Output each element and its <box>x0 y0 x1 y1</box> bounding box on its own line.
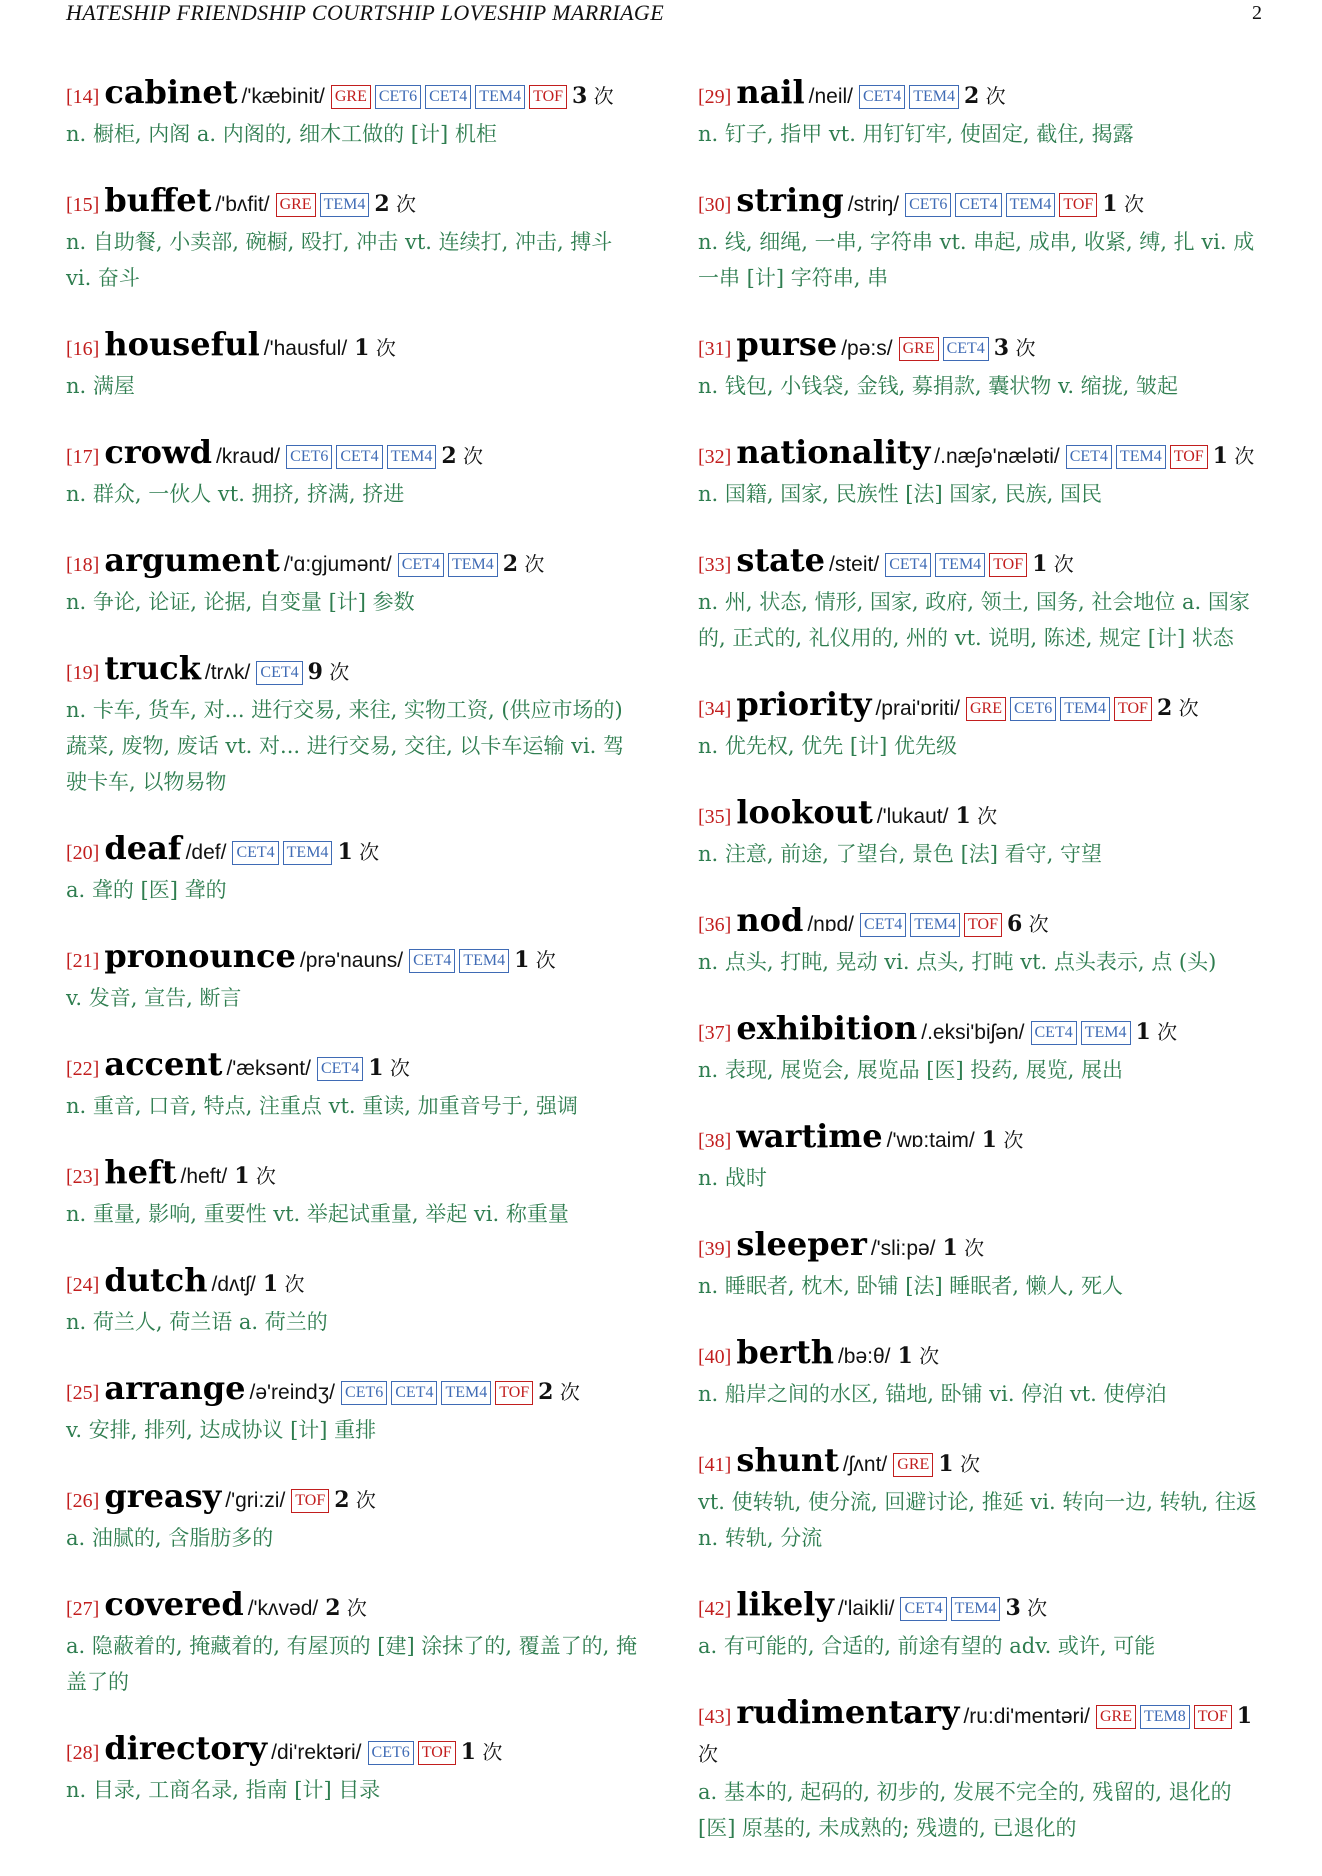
exam-tag: GRE <box>1096 1705 1136 1729</box>
headword: berth <box>736 1333 834 1371</box>
entry-headline <box>698 182 1273 224</box>
vocab-entry <box>698 182 1273 296</box>
headword: sleeper <box>736 1225 867 1263</box>
vocab-entry <box>66 1370 641 1448</box>
exam-tag: TOF <box>1114 697 1152 721</box>
definition: a. 聋的 [医] 聋的 <box>66 878 227 902</box>
headword: greasy <box>104 1477 222 1515</box>
exam-tag: TEM4 <box>283 841 333 865</box>
entry-headline <box>66 938 641 980</box>
exam-tag: CET4 <box>232 841 278 865</box>
vocab-entry <box>66 938 641 1016</box>
entry-number: [41] <box>698 1454 732 1476</box>
pronunciation: /nɒd/ <box>807 913 855 936</box>
entry-headline <box>698 74 1273 116</box>
pronunciation: /kraud/ <box>215 445 281 468</box>
frequency-count: 1 次 <box>337 839 380 865</box>
vocab-entry <box>66 1730 641 1808</box>
headword: state <box>736 541 825 579</box>
frequency-count: 1 次 <box>514 947 556 973</box>
entry-headline <box>698 1010 1273 1052</box>
pronunciation: /trʌk/ <box>204 661 251 684</box>
exam-tag: TEM4 <box>951 1597 1001 1621</box>
entry-headline <box>698 902 1273 944</box>
vocab-entry <box>66 74 641 152</box>
entry-headline <box>66 434 641 476</box>
column-right <box>698 74 1273 1876</box>
entry-headline <box>66 1730 641 1772</box>
exam-tag: TOF <box>1170 445 1208 469</box>
vocab-entry <box>698 74 1273 152</box>
exam-tag: TOF <box>964 913 1002 937</box>
headword: rudimentary <box>736 1693 960 1731</box>
definition: n. 自助餐, 小卖部, 碗橱, 殴打, 冲击 vt. 连续打, 冲击, 搏斗 vi. 奋斗 <box>66 230 613 290</box>
entry-headline <box>698 1694 1273 1774</box>
pronunciation: /neil/ <box>808 85 853 108</box>
definition: n. 钱包, 小钱袋, 金钱, 募捐款, 囊状物 v. 缩拢, 皱起 <box>698 374 1179 398</box>
definition: n. 州, 状态, 情形, 国家, 政府, 领土, 国务, 社会地位 a. 国家的, 正式的, 礼仪用的, 州的 vt. 说明, 陈述, 规定 [计] 状态 <box>698 590 1250 650</box>
exam-tag: TEM4 <box>1081 1021 1131 1045</box>
headword: deaf <box>104 829 182 867</box>
frequency-count: 3 次 <box>993 335 1036 361</box>
pronunciation: /'æksənt/ <box>226 1057 311 1080</box>
entry-headline <box>698 1586 1273 1628</box>
headword: arrange <box>104 1369 246 1407</box>
exam-tag: CET4 <box>900 1597 946 1621</box>
headword: cabinet <box>104 73 238 111</box>
definition: n. 群众, 一伙人 vt. 拥挤, 挤满, 挤进 <box>66 482 405 506</box>
frequency-count: 2 次 <box>325 1595 367 1621</box>
entry-headline <box>66 542 641 584</box>
entry-number: [34] <box>698 698 732 720</box>
definition: n. 国籍, 国家, 民族性 [法] 国家, 民族, 国民 <box>698 482 1103 506</box>
pronunciation: /ə'reindʒ/ <box>249 1381 336 1404</box>
vocab-entry <box>66 1154 641 1232</box>
entry-headline <box>698 1334 1273 1376</box>
exam-tag: CET4 <box>425 85 471 109</box>
headword: exhibition <box>736 1009 918 1047</box>
exam-tag: GRE <box>331 85 371 109</box>
pronunciation: /di'rektəri/ <box>271 1741 362 1764</box>
pronunciation: /'bʌfit/ <box>215 193 270 216</box>
pronunciation: /ʃʌnt/ <box>842 1453 888 1476</box>
exam-tag: TEM4 <box>909 85 959 109</box>
definition: n. 点头, 打盹, 晃动 vi. 点头, 打盹 vt. 点头表示, 点 (头) <box>698 950 1217 974</box>
vocab-entry <box>698 1334 1273 1412</box>
running-head-title: HATESHIP FRIENDSHIP COURTSHIP LOVESHIP MARRIAGE <box>66 0 665 25</box>
pronunciation: /'ɑ:gjumənt/ <box>283 553 392 576</box>
frequency-count: 1 次 <box>942 1235 985 1261</box>
entry-number: [30] <box>698 194 732 216</box>
frequency-count: 1 次 <box>955 803 998 829</box>
vocab-entry <box>66 650 641 800</box>
headword: directory <box>104 1729 268 1767</box>
pronunciation: /prai'ɒriti/ <box>875 697 960 720</box>
headword: shunt <box>736 1441 839 1479</box>
vocab-entry <box>66 1586 641 1700</box>
pronunciation: /prə'nauns/ <box>299 949 404 972</box>
entry-number: [33] <box>698 554 732 576</box>
headword: nationality <box>736 433 931 471</box>
entry-headline <box>66 74 641 116</box>
exam-tag: TEM4 <box>459 949 509 973</box>
exam-tag: TEM4 <box>475 85 525 109</box>
entry-number: [27] <box>66 1598 100 1620</box>
headword: covered <box>104 1585 244 1623</box>
exam-tag: CET4 <box>409 949 455 973</box>
entry-number: [15] <box>66 194 100 216</box>
exam-tag: CET6 <box>341 1381 387 1405</box>
headword: wartime <box>736 1117 883 1155</box>
vocab-entry <box>66 326 641 404</box>
exam-tag: TOF <box>418 1741 456 1765</box>
vocab-entry <box>698 794 1273 872</box>
definition: n. 注意, 前途, 了望台, 景色 [法] 看守, 守望 <box>698 842 1103 866</box>
pronunciation: /dʌtʃ/ <box>211 1273 256 1296</box>
entry-number: [28] <box>66 1742 100 1764</box>
headword: crowd <box>104 433 212 471</box>
definition: n. 线, 细绳, 一串, 字符串 vt. 串起, 成串, 收紧, 缚, 扎 vi. 成一串 [计] 字符串, 串 <box>698 230 1255 290</box>
definition: v. 发音, 宣告, 断言 <box>66 986 242 1010</box>
exam-tag: TEM4 <box>935 553 985 577</box>
headword: pronounce <box>104 937 296 975</box>
exam-tag: CET6 <box>375 85 421 109</box>
entry-number: [32] <box>698 446 732 468</box>
entry-number: [17] <box>66 446 100 468</box>
exam-tag: GRE <box>893 1453 933 1477</box>
frequency-count: 1 次 <box>1212 443 1255 469</box>
vocab-entry <box>698 686 1273 764</box>
entry-headline <box>698 794 1273 836</box>
entry-number: [31] <box>698 338 732 360</box>
exam-tag: CET6 <box>1010 697 1056 721</box>
vocab-entry <box>66 182 641 296</box>
definition: n. 橱柜, 内阁 a. 内阁的, 细木工做的 [计] 机柜 <box>66 122 497 146</box>
frequency-count: 1 次 <box>354 335 396 361</box>
frequency-count: 1 次 <box>460 1739 503 1765</box>
exam-tag: CET4 <box>955 193 1001 217</box>
pronunciation: /'kʌvəd/ <box>247 1597 319 1620</box>
definition: n. 睡眠者, 枕木, 卧铺 [法] 睡眠者, 懒人, 死人 <box>698 1274 1124 1298</box>
exam-tag: GRE <box>276 193 316 217</box>
headword: heft <box>104 1153 177 1191</box>
definition: v. 安排, 排列, 达成协议 [计] 重排 <box>66 1418 377 1442</box>
vocab-entry <box>698 1586 1273 1664</box>
exam-tag: TOF <box>989 553 1027 577</box>
entry-headline <box>698 686 1273 728</box>
frequency-count: 6 次 <box>1006 911 1049 937</box>
vocab-entry <box>66 830 641 908</box>
vocab-entry <box>698 1442 1273 1556</box>
definition: n. 钉子, 指甲 vt. 用钉钉牢, 使固定, 截住, 揭露 <box>698 122 1134 146</box>
frequency-count: 1 次 <box>938 1451 980 1477</box>
exam-tag: TEM4 <box>910 913 960 937</box>
definition: a. 有可能的, 合适的, 前途有望的 adv. 或许, 可能 <box>698 1634 1156 1658</box>
entry-headline <box>66 650 641 692</box>
frequency-count: 1 次 <box>234 1163 276 1189</box>
exam-tag: TEM4 <box>320 193 370 217</box>
exam-tag: CET4 <box>336 445 382 469</box>
entry-headline <box>66 1478 641 1520</box>
exam-tag: TOF <box>1194 1705 1232 1729</box>
entry-number: [36] <box>698 914 732 936</box>
frequency-count: 1 次 <box>262 1271 305 1297</box>
entry-number: [19] <box>66 662 100 684</box>
entry-number: [39] <box>698 1238 732 1260</box>
exam-tag: TEM4 <box>387 445 437 469</box>
entry-headline <box>698 1118 1273 1160</box>
exam-tag: TEM4 <box>1006 193 1056 217</box>
pronunciation: /'lukaut/ <box>876 805 949 828</box>
entry-number: [18] <box>66 554 100 576</box>
vocab-entry <box>698 1226 1273 1304</box>
frequency-count: 2 次 <box>374 191 417 217</box>
exam-tag: TEM4 <box>448 553 498 577</box>
headword: accent <box>104 1045 223 1083</box>
entry-number: [24] <box>66 1274 100 1296</box>
exam-tag: CET4 <box>317 1057 363 1081</box>
vocab-entry <box>66 1262 641 1340</box>
pronunciation: /heft/ <box>180 1165 228 1188</box>
entry-headline <box>66 1262 641 1304</box>
vocab-entry <box>66 1478 641 1556</box>
entry-headline <box>698 1226 1273 1268</box>
definition: n. 满屋 <box>66 374 135 398</box>
vocab-entry <box>66 1046 641 1124</box>
definition: n. 船岸之间的水区, 锚地, 卧铺 vi. 停泊 vt. 使停泊 <box>698 1382 1167 1406</box>
definition: n. 战时 <box>698 1166 767 1190</box>
pronunciation: /.næʃə'næləti/ <box>934 445 1060 468</box>
vocab-entry <box>66 542 641 620</box>
frequency-count: 1 次 <box>981 1127 1024 1153</box>
exam-tag: CET4 <box>1031 1021 1077 1045</box>
entry-number: [20] <box>66 842 100 864</box>
entry-number: [37] <box>698 1022 732 1044</box>
frequency-count: 1 次 <box>368 1055 410 1081</box>
exam-tag: CET4 <box>943 337 989 361</box>
definition: n. 重音, 口音, 特点, 注重点 vt. 重读, 加重音号于, 强调 <box>66 1094 578 1118</box>
frequency-count: 1 次 <box>1102 191 1144 217</box>
vocab-entry <box>66 434 641 512</box>
headword: buffet <box>104 181 212 219</box>
pronunciation: /steit/ <box>829 553 880 576</box>
pronunciation: /'wɒ:taim/ <box>886 1129 975 1152</box>
pronunciation: /pə:s/ <box>841 337 893 360</box>
headword: purse <box>736 325 838 363</box>
pronunciation: /'laikli/ <box>837 1597 895 1620</box>
definition: vt. 使转轨, 使分流, 回避讨论, 推延 vi. 转向一边, 转轨, 往返 n. 转轨, 分流 <box>698 1490 1258 1550</box>
vocab-entry <box>698 326 1273 404</box>
vocab-entry <box>698 1010 1273 1088</box>
exam-tag: TEM8 <box>1140 1705 1190 1729</box>
exam-tag: CET4 <box>885 553 931 577</box>
vocab-entry <box>698 1694 1273 1846</box>
vocab-entry <box>698 542 1273 656</box>
definition: n. 重量, 影响, 重要性 vt. 举起试重量, 举起 vi. 称重量 <box>66 1202 569 1226</box>
frequency-count: 2 次 <box>1156 695 1199 721</box>
entry-headline <box>698 542 1273 584</box>
pronunciation: /'gri:zi/ <box>225 1489 286 1512</box>
exam-tag: TOF <box>291 1489 329 1513</box>
pronunciation: /'sli:pə/ <box>870 1237 936 1260</box>
headword: houseful <box>104 325 260 363</box>
entry-headline <box>698 1442 1273 1484</box>
pronunciation: /bə:θ/ <box>837 1345 891 1368</box>
exam-tag: CET4 <box>256 661 302 685</box>
exam-tag: TOF <box>529 85 567 109</box>
entry-number: [42] <box>698 1598 732 1620</box>
frequency-count: 2 次 <box>964 83 1006 109</box>
entry-number: [29] <box>698 86 732 108</box>
entry-number: [14] <box>66 86 100 108</box>
definition: n. 争论, 论证, 论据, 自变量 [计] 参数 <box>66 590 415 614</box>
headword: priority <box>736 685 872 723</box>
definition: n. 优先权, 优先 [计] 优先级 <box>698 734 957 758</box>
pronunciation: /'kæbinit/ <box>241 85 325 108</box>
headword: likely <box>736 1585 834 1623</box>
entry-number: [40] <box>698 1346 732 1368</box>
entry-number: [26] <box>66 1490 100 1512</box>
entry-headline <box>66 1586 641 1628</box>
headword: argument <box>104 541 280 579</box>
definition: a. 隐蔽着的, 掩藏着的, 有屋顶的 [建] 涂抹了的, 覆盖了的, 掩盖了的 <box>66 1634 638 1694</box>
frequency-count: 1 次 <box>1032 551 1074 577</box>
vocab-entry <box>698 434 1273 512</box>
exam-tag: CET4 <box>1066 445 1112 469</box>
column-left <box>66 74 641 1838</box>
exam-tag: CET4 <box>859 85 905 109</box>
definition: n. 荷兰人, 荷兰语 a. 荷兰的 <box>66 1310 328 1334</box>
frequency-count: 1 次 <box>897 1343 940 1369</box>
headword: dutch <box>104 1261 208 1299</box>
entry-number: [38] <box>698 1130 732 1152</box>
entry-headline <box>66 1154 641 1196</box>
exam-tag: CET4 <box>860 913 906 937</box>
exam-tag: GRE <box>899 337 939 361</box>
frequency-count: 1 次 <box>1135 1019 1178 1045</box>
exam-tag: GRE <box>966 697 1006 721</box>
exam-tag: TOF <box>495 1381 533 1405</box>
entry-headline <box>66 830 641 872</box>
pronunciation: /striŋ/ <box>847 193 900 216</box>
definition: n. 卡车, 货车, 对... 进行交易, 来往, 实物工资, (供应市场的) 蔬菜, 废物, 废话 vt. 对... 进行交易, 交往, 以卡车运输 vi. 驾驶卡车, 以物易物 <box>66 698 625 794</box>
exam-tag: TEM4 <box>441 1381 491 1405</box>
definition: n. 表现, 展览会, 展览品 [医] 投药, 展览, 展出 <box>698 1058 1124 1082</box>
exam-tag: CET6 <box>368 1741 414 1765</box>
headword: nod <box>736 901 804 939</box>
frequency-count: 3 次 <box>1005 1595 1048 1621</box>
frequency-count: 3 次 <box>572 83 614 109</box>
frequency-count: 2 次 <box>502 551 545 577</box>
entry-headline <box>698 326 1273 368</box>
frequency-count: 1 次 <box>698 1703 1253 1766</box>
exam-tag: TEM4 <box>1116 445 1166 469</box>
headword: lookout <box>736 793 873 831</box>
pronunciation: /.eksi'biʃən/ <box>921 1021 1025 1044</box>
exam-tag: CET6 <box>286 445 332 469</box>
vocab-entry <box>698 902 1273 980</box>
headword: string <box>736 181 844 219</box>
pronunciation: /def/ <box>185 841 227 864</box>
frequency-count: 2 次 <box>538 1379 580 1405</box>
entry-number: [23] <box>66 1166 100 1188</box>
headword: truck <box>104 649 201 687</box>
definition: a. 基本的, 起码的, 初步的, 发展不完全的, 残留的, 退化的 [医] 原基的, 未成熟的; 残遗的, 已退化的 <box>698 1780 1232 1840</box>
entry-headline <box>66 182 641 224</box>
exam-tag: CET4 <box>391 1381 437 1405</box>
exam-tag: TEM4 <box>1060 697 1110 721</box>
pronunciation: /'hausful/ <box>263 337 348 360</box>
entry-number: [21] <box>66 950 100 972</box>
entry-headline <box>66 1370 641 1412</box>
entry-headline <box>66 1046 641 1088</box>
entry-number: [25] <box>66 1382 100 1404</box>
definition: a. 油腻的, 含脂肪多的 <box>66 1526 274 1550</box>
vocab-entry <box>698 1118 1273 1196</box>
entry-number: [22] <box>66 1058 100 1080</box>
entry-number: [43] <box>698 1706 732 1728</box>
definition: n. 目录, 工商名录, 指南 [计] 目录 <box>66 1778 381 1802</box>
exam-tag: TOF <box>1059 193 1097 217</box>
frequency-count: 2 次 <box>334 1487 376 1513</box>
entry-headline <box>66 326 641 368</box>
exam-tag: CET4 <box>398 553 444 577</box>
entry-number: [16] <box>66 338 100 360</box>
exam-tag: CET6 <box>905 193 951 217</box>
frequency-count: 2 次 <box>441 443 484 469</box>
pronunciation: /ru:di'mentəri/ <box>963 1705 1090 1728</box>
entry-number: [35] <box>698 806 732 828</box>
headword: nail <box>736 73 805 111</box>
frequency-count: 9 次 <box>307 659 350 685</box>
page-number: 2 <box>1252 2 1262 24</box>
entry-headline <box>698 434 1273 476</box>
